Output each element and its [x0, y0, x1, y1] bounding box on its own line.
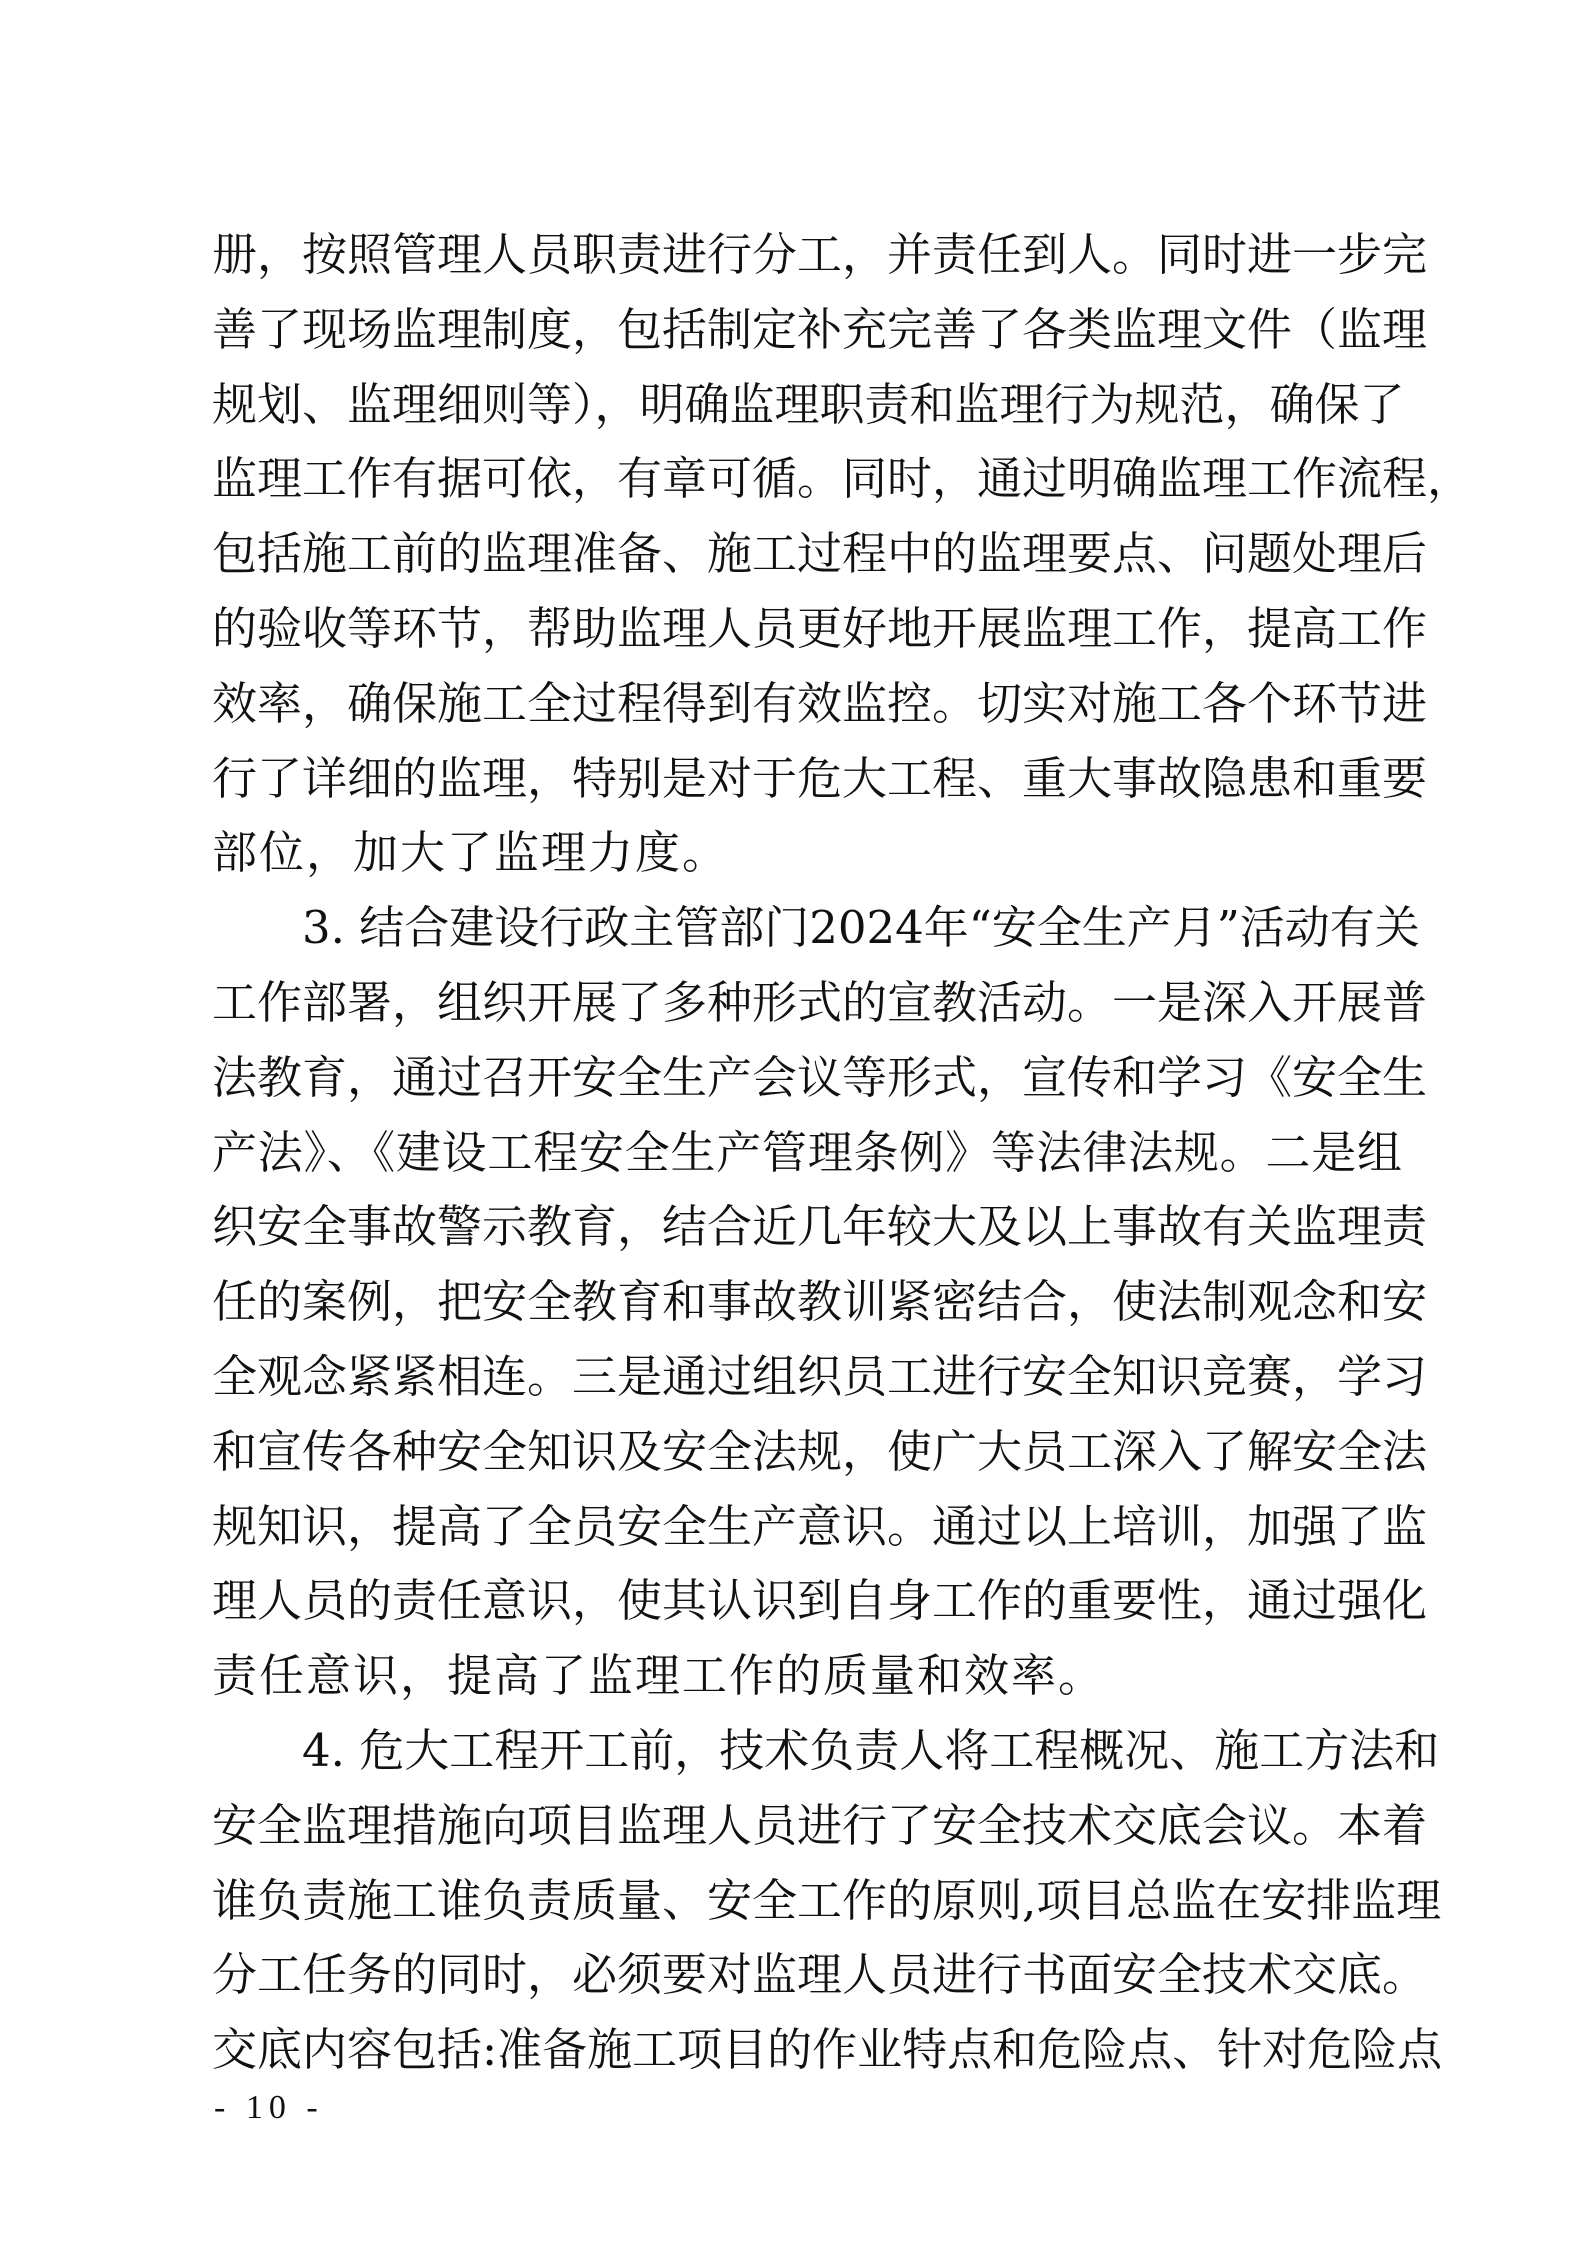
text-line: 织安全事故警示教育，结合近几年较大及以上事故有关监理责 [212, 1200, 1428, 1254]
text-line: 4. 危大工程开工前，技术负责人将工程概况、施工方法和 [302, 1723, 1440, 1777]
text-line: 全观念紧紧相连。三是通过组织员工进行安全知识竞赛，学习 [212, 1349, 1428, 1403]
text-line: 安全监理措施向项目监理人员进行了安全技术交底会议。本着 [212, 1798, 1428, 1852]
text-line: 工作部署，组织开展了多种形式的宣教活动。一是深入开展普 [212, 975, 1428, 1029]
text-line: 交底内容包括:准备施工项目的作业特点和危险点、针对危险点 [212, 2023, 1443, 2077]
page-number: - 10 - [214, 2089, 324, 2126]
text-line: 效率，确保施工全过程得到有效监控。切实对施工各个环节进 [212, 676, 1428, 730]
text-line: 监理工作有据可依，有章可循。同时，通过明确监理工作流程， [212, 452, 1473, 506]
text-line: 任的案例，把安全教育和事故教训紧密结合，使法制观念和安 [212, 1275, 1428, 1329]
text-line: 规划、监理细则等），明确监理职责和监理行为规范，确保了 [212, 377, 1405, 431]
paragraph-item-3 [212, 891, 1428, 1714]
text-line: 部位，加大了监理力度。 [212, 826, 730, 880]
text-line: 和宣传各种安全知识及安全法规，使广大员工深入了解安全法 [212, 1424, 1428, 1478]
text-line: 谁负责施工谁负责质量、安全工作的原则,项目总监在安排监理 [212, 1873, 1442, 1927]
text-line: 的验收等环节，帮助监理人员更好地开展监理工作，提高工作 [212, 601, 1428, 655]
body-text [212, 218, 1473, 2088]
text-line: 法教育，通过召开安全生产会议等形式，宣传和学习《安全生 [212, 1050, 1428, 1104]
text-line: 善了现场监理制度，包括制定补充完善了各类监理文件（监理 [212, 302, 1428, 356]
text-line: 册，按照管理人员职责进行分工，并责任到人。同时进一步完 [212, 228, 1428, 281]
paragraph-item-4 [212, 1714, 1443, 2088]
text-line: 分工任务的同时，必须要对监理人员进行书面安全技术交底。 [212, 1948, 1428, 2002]
text-line: 规知识，提高了全员安全生产意识。通过以上培训，加强了监 [212, 1499, 1428, 1553]
text-line: 责任意识，提高了监理工作的质量和效率。 [212, 1649, 1106, 1703]
text-line: 行了详细的监理，特别是对于危大工程、重大事故隐患和重要 [212, 751, 1428, 805]
text-line: 包括施工前的监理准备、施工过程中的监理要点、问题处理后 [212, 527, 1428, 581]
paragraph-continued [212, 218, 1473, 891]
text-line: 3. 结合建设行政主管部门2024年“安全生产月”活动有关 [302, 901, 1420, 955]
text-line: 理人员的责任意识，使其认识到自身工作的重要性，通过强化 [212, 1574, 1428, 1628]
text-line: 产法》、《建设工程安全生产管理条例》等法律法规。二是组 [212, 1125, 1402, 1179]
